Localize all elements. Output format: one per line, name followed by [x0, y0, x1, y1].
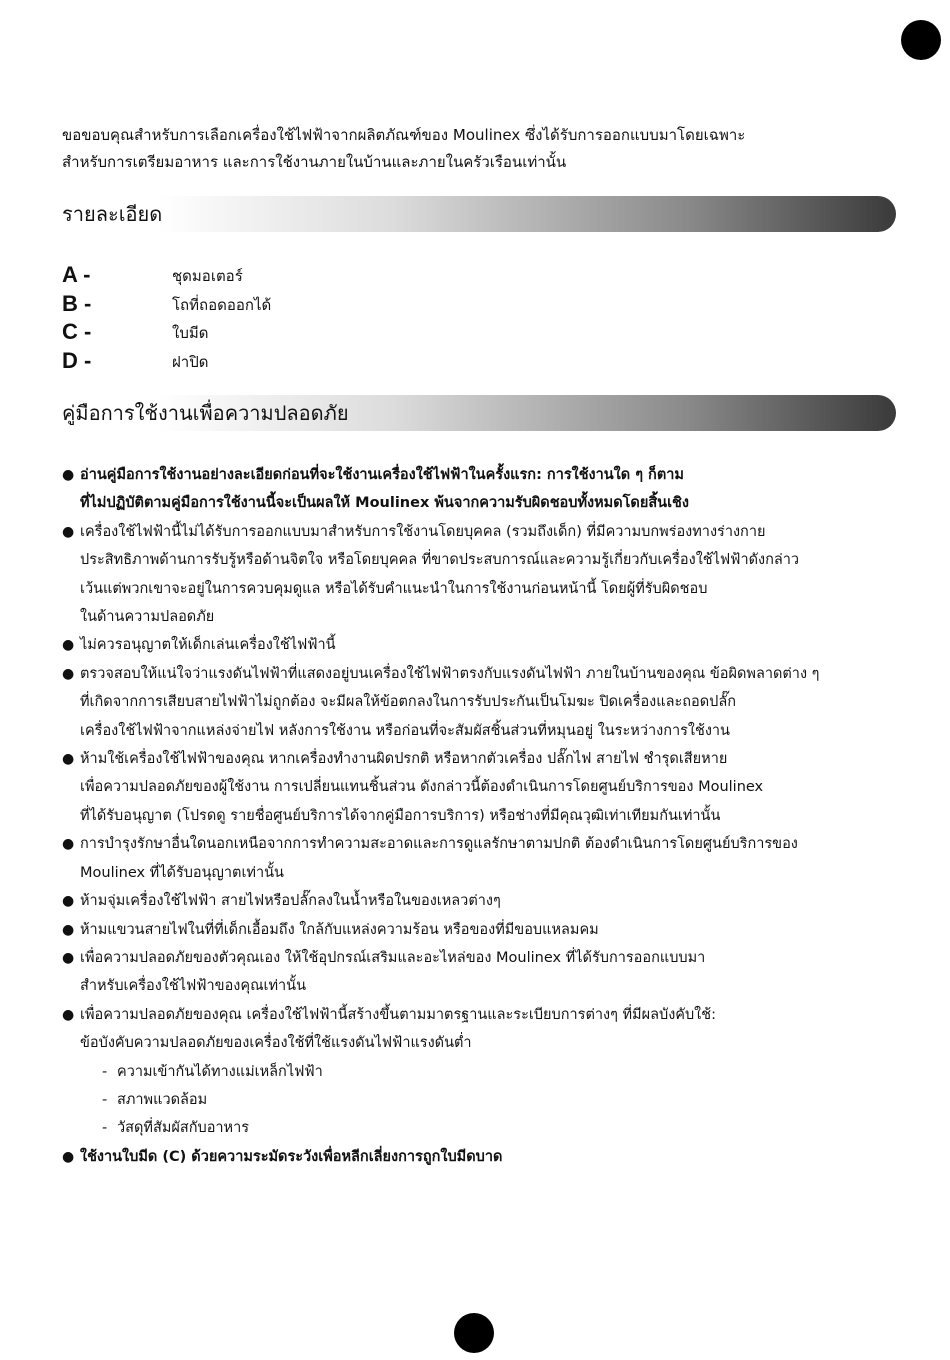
part-letter: D - [62, 347, 92, 373]
safety-line: ที่เกิดจากการเสียบสายไฟฟ้าไม่ถูกต้อง จะมีผลให้ข้อตกลงในการรับประกันเป็นโมฆะ ปิดเครื่องและถอดปลั๊ก [80, 694, 737, 711]
part-letter: B - [62, 290, 92, 316]
part-label: ฝาปิด [172, 352, 209, 371]
safety-line: ตรวจสอบให้แน่ใจว่าแรงดันไฟฟ้าที่แสดงอยู่บนเครื่องใช้ไฟฟ้าตรงกับแรงดันไฟฟ้า ภายในบ้านของคุณ ข้อผิดพลาดต่าง ๆ [80, 665, 820, 682]
safety-item [62, 830, 912, 887]
part-item [62, 291, 462, 320]
safety-line: การบำรุงรักษาอื่นใดนอกเหนือจากการทำความสะอาดและการดูแลรักษาตามปกติ ต้องดำเนินการโดยศูนย์บริการของ [80, 836, 798, 853]
bullet-icon: ● [62, 467, 75, 483]
safety-line: Moulinex ที่ได้รับอนุญาตเท่านั้น [80, 864, 284, 881]
safety-line: ใช้งานใบมีด (C) ด้วยความระมัดระวังเพื่อหลีกเลี่ยงการถูกใบมีดบาด [80, 1148, 503, 1165]
part-item [62, 348, 462, 377]
bullet-icon: ● [62, 751, 75, 768]
standard-sub-item [62, 1114, 912, 1142]
safety-line: ไม่ควรอนุญาตให้เด็กเล่นเครื่องใช้ไฟฟ้านี้ [80, 637, 336, 654]
safety-item [62, 916, 912, 944]
part-label: ชุดมอเตอร์ [172, 267, 243, 285]
bullet-icon: ● [62, 523, 75, 540]
bullet-icon: ● [62, 1148, 75, 1165]
safety-line: สำหรับเครื่องใช้ไฟฟ้าของคุณเท่านั้น [80, 978, 306, 995]
safety-line: เว้นแต่พวกเขาจะอยู่ในการควบคุมดูแล หรือได้รับคำแนะนำในการใช้งานก่อนหน้านี้ โดยผู้ที่รับผิดชอบ [80, 580, 708, 597]
safety-item [62, 944, 912, 1001]
safety-line: เพื่อความปลอดภัยของคุณ เครื่องใช้ไฟฟ้านี้สร้างขึ้นตามมาตรฐานและระเบียบการต่างๆ ที่มีผลบังคับใช้: [80, 1006, 716, 1023]
safety-item-final [62, 1143, 912, 1171]
standard-label: สภาพแวดล้อม [117, 1091, 208, 1108]
bullet-icon: ● [62, 665, 75, 682]
dash-icon: - [102, 1063, 108, 1080]
safety-heading: คู่มือการใช้งานเพื่อความปลอดภัย [62, 401, 349, 425]
standard-sub-item [62, 1086, 912, 1114]
bullet-icon: ● [62, 893, 75, 910]
safety-line: ที่ได้รับอนุญาต (โปรดดู รายชื่อศูนย์บริการได้จากคู่มือการบริการ) หรือช่างที่มีคุณวุฒิเท่าเทียมกันเท่านั้น [80, 807, 721, 824]
part-item [62, 319, 462, 348]
safety-line: ที่ไม่ปฏิบัติตามคู่มือการใช้งานนี้จะเป็นผลให้ Moulinex พ้นจากความรับผิดชอบทั้งหมดโดยสิ้นเชิง [80, 495, 689, 512]
intro-line: สำหรับการเตรียมอาหาร และการใช้งานภายในบ้านและภายในครัวเรือนเท่านั้น [62, 153, 567, 171]
safety-line: เครื่องใช้ไฟฟ้าจากแหล่งจ่ายไฟ หลังการใช้งาน หรือก่อนที่จะสัมผัสชิ้นส่วนที่หมุนอยู่ ในระหว่างการใช้งาน [80, 722, 730, 739]
parts-list [62, 262, 462, 376]
safety-item [62, 518, 912, 632]
standard-label: วัสดุที่สัมผัสกับอาหาร [117, 1120, 250, 1137]
bullet-icon: ● [62, 836, 75, 853]
details-heading-band [58, 196, 896, 232]
safety-instructions [62, 461, 912, 1171]
safety-line: เพื่อความปลอดภัยของตัวคุณเอง ให้ใช้อุปกรณ์เสริมและอะไหล่ของ Moulinex ที่ได้รับการออกแบบมา [80, 949, 706, 966]
page-marker-dot-top [901, 20, 941, 60]
safety-line: ในด้านความปลอดภัย [80, 609, 215, 626]
safety-line: ห้ามใช้เครื่องใช้ไฟฟ้าของคุณ หากเครื่องทำงานผิดปรกติ หรือหากตัวเครื่อง ปลั๊กไฟ สายไฟ ชำรุดเสียหาย [80, 751, 728, 768]
standard-sub-item [62, 1058, 912, 1086]
bullet-icon: ● [62, 1006, 75, 1023]
intro-paragraph [62, 122, 902, 176]
bullet-icon: ● [62, 949, 75, 966]
intro-line: ขอขอบคุณสำหรับการเลือกเครื่องใช้ไฟฟ้าจากผลิตภัณฑ์ของ Moulinex ซึ่งได้รับการออกแบบมาโดยเฉพาะ [62, 126, 746, 144]
bullet-icon: ● [62, 921, 75, 938]
safety-line: ห้ามจุ่มเครื่องใช้ไฟฟ้า สายไฟหรือปลั๊กลงในน้ำหรือในของเหลวต่างๆ [80, 893, 501, 910]
bullet-icon: ● [62, 637, 75, 654]
safety-item [62, 631, 912, 659]
safety-line: อ่านคู่มือการใช้งานอย่างละเอียดก่อนที่จะใช้งานเครื่องใช้ไฟฟ้าในครั้งแรก: การใช้งานใด ๆ ก็ตาม [80, 467, 684, 483]
safety-line: เครื่องใช้ไฟฟ้านี้ไม่ได้รับการออกแบบมาสำหรับการใช้งานโดยบุคคล (รวมถึงเด็ก) ที่มีความบกพร่องทางร่างกาย [80, 523, 766, 540]
part-letter: C - [62, 319, 92, 344]
safety-line: เพื่อความปลอดภัยของผู้ใช้งาน การเปลี่ยนแทนชิ้นส่วน ดังกล่าวนี้ต้องดำเนินการโดยศูนย์บริการของ Moulinex [80, 779, 764, 796]
safety-line: ห้ามแขวนสายไฟในที่ที่เด็กเอื้อมถึง ใกล้กับแหล่งความร้อน หรือของที่มีขอบแหลมคม [80, 921, 599, 938]
part-letter: A - [62, 262, 91, 287]
part-label: ใบมีด [172, 324, 209, 342]
safety-item [62, 1001, 912, 1058]
safety-item [62, 745, 912, 830]
safety-line: ประสิทธิภาพด้านการรับรู้หรือด้านจิตใจ หรือโดยบุคคล ที่ขาดประสบการณ์และความรู้เกี่ยวกับเครื่องใช้ไฟฟ้าดังกล่าว [80, 552, 800, 569]
page-marker-dot-bottom [454, 1313, 494, 1353]
safety-heading-band [58, 395, 896, 431]
dash-icon: - [102, 1091, 108, 1108]
safety-item [62, 660, 912, 745]
standard-label: ความเข้ากันได้ทางแม่เหล็กไฟฟ้า [117, 1063, 323, 1080]
safety-line: ข้อบังคับความปลอดภัยของเครื่องใช้ที่ใช้แรงดันไฟฟ้าแรงดันต่ำ [80, 1035, 472, 1052]
safety-item [62, 887, 912, 915]
safety-item [62, 461, 912, 518]
dash-icon: - [102, 1120, 108, 1137]
details-heading: รายละเอียด [62, 202, 163, 226]
part-label: โถที่ถอดออกได้ [172, 295, 272, 314]
part-item [62, 262, 462, 291]
